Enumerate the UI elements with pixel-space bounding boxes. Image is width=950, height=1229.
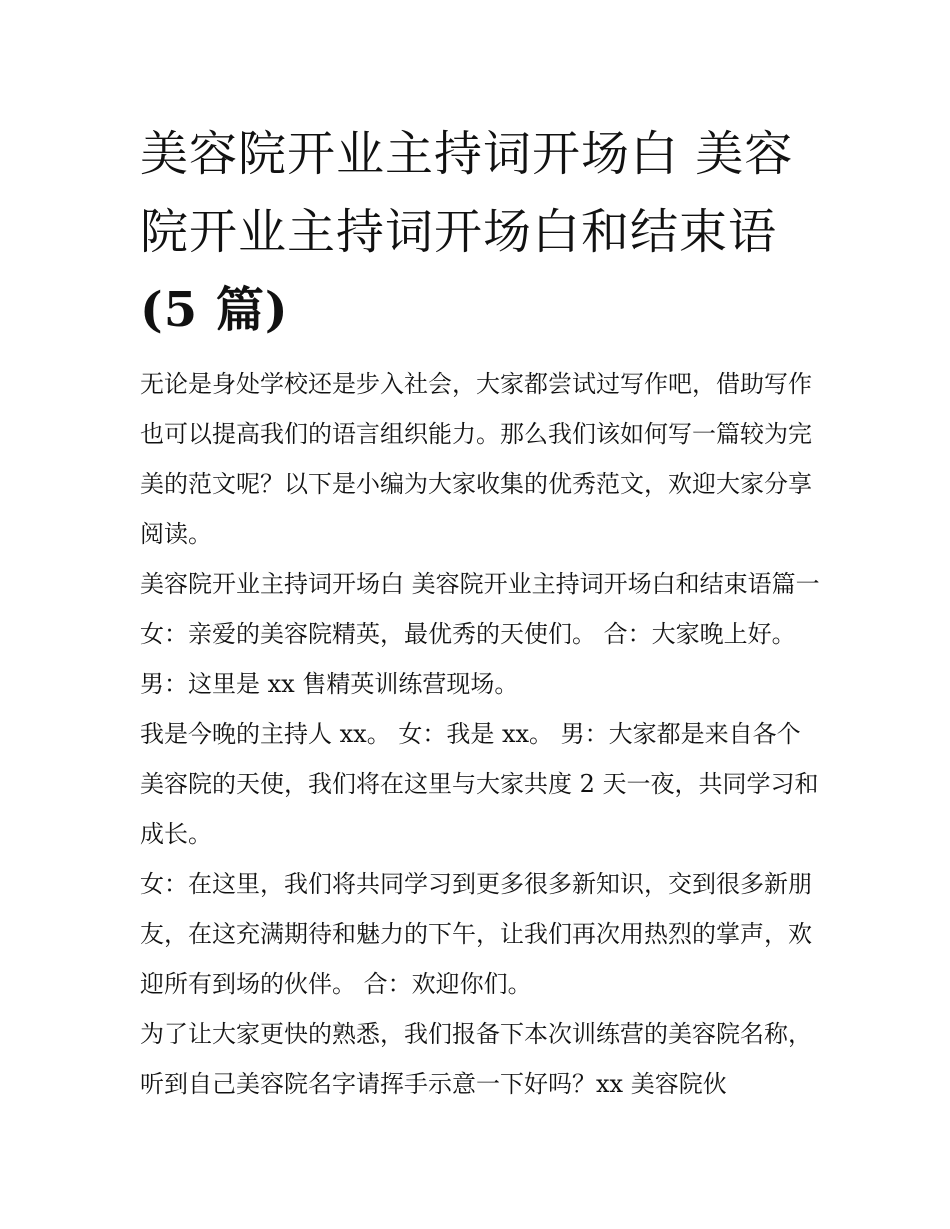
document-body (140, 115, 820, 1109)
document-title (140, 115, 820, 349)
paragraph-salon-names: 为了让大家更快的熟悉，我们报备下本次训练营的美容院名称，听到自己美容院名字请挥手示意一下好吗？xx 美容院伙 (140, 1020, 812, 1098)
paragraph-opening: 美容院开业主持词开场白 美容院开业主持词开场白和结束语篇一 女：亲爱的美容院精英，最优秀的天使们。 合：大家晚上好。 男：这里是 xx 售精英训练营现场。 (140, 570, 820, 698)
title-line-3: (5 篇) (140, 282, 289, 338)
paragraph-intro: 无论是身处学校还是步入社会，大家都尝试过写作吧，借助写作也可以提高我们的语言组织能力。那么我们该如何写一篇较为完美的范文呢？以下是小编为大家收集的优秀范文，欢迎大家分享阅读。 (140, 370, 812, 548)
title-spacing (140, 349, 820, 359)
title-line-1: 美容院开业主持词开场白 美容 (140, 126, 794, 182)
paragraph-welcome: 女：在这里，我们将共同学习到更多很多新知识，交到很多新朋友，在这充满期待和魅力的下午，让我们再次用热烈的掌声，欢迎所有到场的伙伴。 合：欢迎你们。 (140, 870, 812, 998)
title-line-2: 院开业主持词开场白和结束语 (140, 204, 778, 260)
paragraph-host-intro: 我是今晚的主持人 xx。 女：我是 xx。 男：大家都是来自各个美容院的天使，我们将在这里与大家共度 2 天一夜，共同学习和成长。 (140, 720, 819, 848)
